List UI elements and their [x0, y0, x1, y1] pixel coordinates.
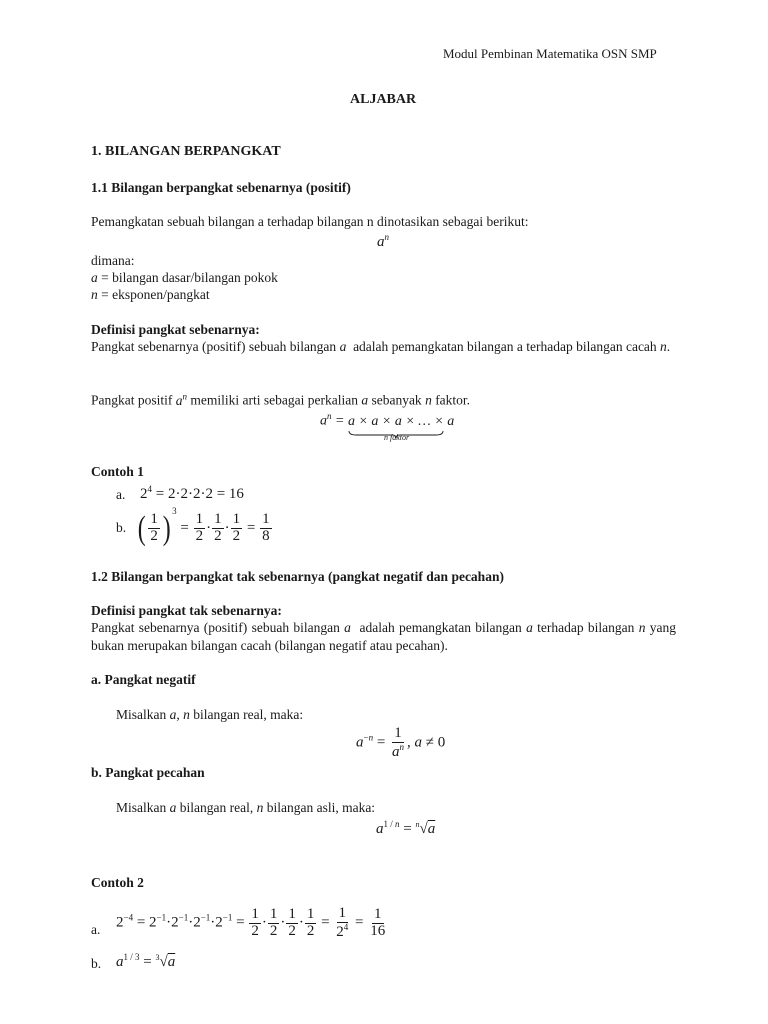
section-heading-1: 1. BILANGAN BERPANGKAT: [91, 144, 281, 159]
example-2a-label: a.: [91, 922, 101, 937]
definition-2-text: Pangkat sebenarnya (positif) sebuah bilangan a adalah pemangkatan bilangan a terhadap bilangan n yang bukan merupakan bilangan cacah (bilangan negatif atau pecahan).: [91, 620, 676, 653]
page-title: ALJABAR: [350, 92, 417, 107]
formula-a-power-n: $a^n$: [377, 232, 389, 250]
example-1b-formula: ( $\frac{1}{2}$ ) $^3$ = $\frac{1}{2}$ · $\frac{1}{2}$ · $\frac{1}{2}$ = $\frac{1}{8}$: [137, 506, 270, 547]
negatif-text: Misalkan a, n bilangan real, maka:: [116, 707, 304, 722]
a-definition: a = bilangan dasar/bilangan pokok: [91, 270, 278, 285]
example-2b-label: b.: [91, 956, 102, 971]
definition-2-title: Definisi pangkat tak sebenarnya:: [91, 603, 282, 618]
positive-power-text: Pangkat positif $a^n$ memiliki arti sebagai perkalian a sebanyak n faktor.: [91, 391, 471, 408]
subsection-heading-1-1: 1.1 Bilangan berpangkat sebenarnya (positif): [91, 180, 351, 195]
definition-1-text: Pangkat sebenarnya (positif) sebuah bilangan a adalah pemangkatan bilangan a terhadap bilangan cacah n.: [91, 339, 671, 354]
pecahan-text: Misalkan a bilangan real, n bilangan asli, maka:: [116, 800, 376, 815]
contoh-1-heading: Contoh 1: [91, 464, 144, 479]
sub-heading-pecahan: b. Pangkat pecahan: [91, 765, 205, 780]
pecahan-formula: $a^{1 / n} = ^n√a$: [376, 819, 436, 837]
example-2b-formula: $a^{1 / 3} = ^3√a$: [116, 952, 176, 970]
n-faktor-label: n faktor: [384, 433, 410, 442]
definition-1-title: Definisi pangkat sebenarnya:: [91, 322, 260, 337]
example-1b-label: b.: [116, 520, 127, 535]
subsection-heading-1-2: 1.2 Bilangan berpangkat tak sebenarnya (pangkat negatif dan pecahan): [91, 569, 504, 584]
formula-product: $a^n = a \times a \times a$ × … × a: [320, 411, 454, 430]
dimana-label: dimana:: [91, 253, 135, 268]
n-definition: n = eksponen/pangkat: [91, 287, 210, 302]
running-header: Modul Pembinan Matematika OSN SMP: [443, 46, 657, 61]
example-1a-label: a.: [116, 487, 126, 502]
example-1a-formula: $2^4 = 2\cdot 2\cdot 2\cdot 2 = 16$: [140, 484, 244, 502]
contoh-2-heading: Contoh 2: [91, 875, 144, 890]
intro-paragraph: Pemangkatan sebuah bilangan a terhadap bilangan n dinotasikan sebagai berikut:: [91, 214, 529, 229]
negatif-formula: $a^{-n}$ = $\frac{1}{a^n}$ , a ≠ 0: [356, 725, 446, 760]
sub-heading-negatif: a. Pangkat negatif: [91, 672, 196, 687]
example-2a-formula: $2^{-4} = 2^{-1}\cdot 2^{-1}\cdot 2^{-1}\cdot 2^{-1}$ = $\frac{1}{2}$ · $\frac{1}{2}$ · $\frac{1}{2}$ · $\frac{1}{2}$ = $\frac{1}{2^4}$ = $\frac{1}{16}$: [116, 905, 386, 940]
